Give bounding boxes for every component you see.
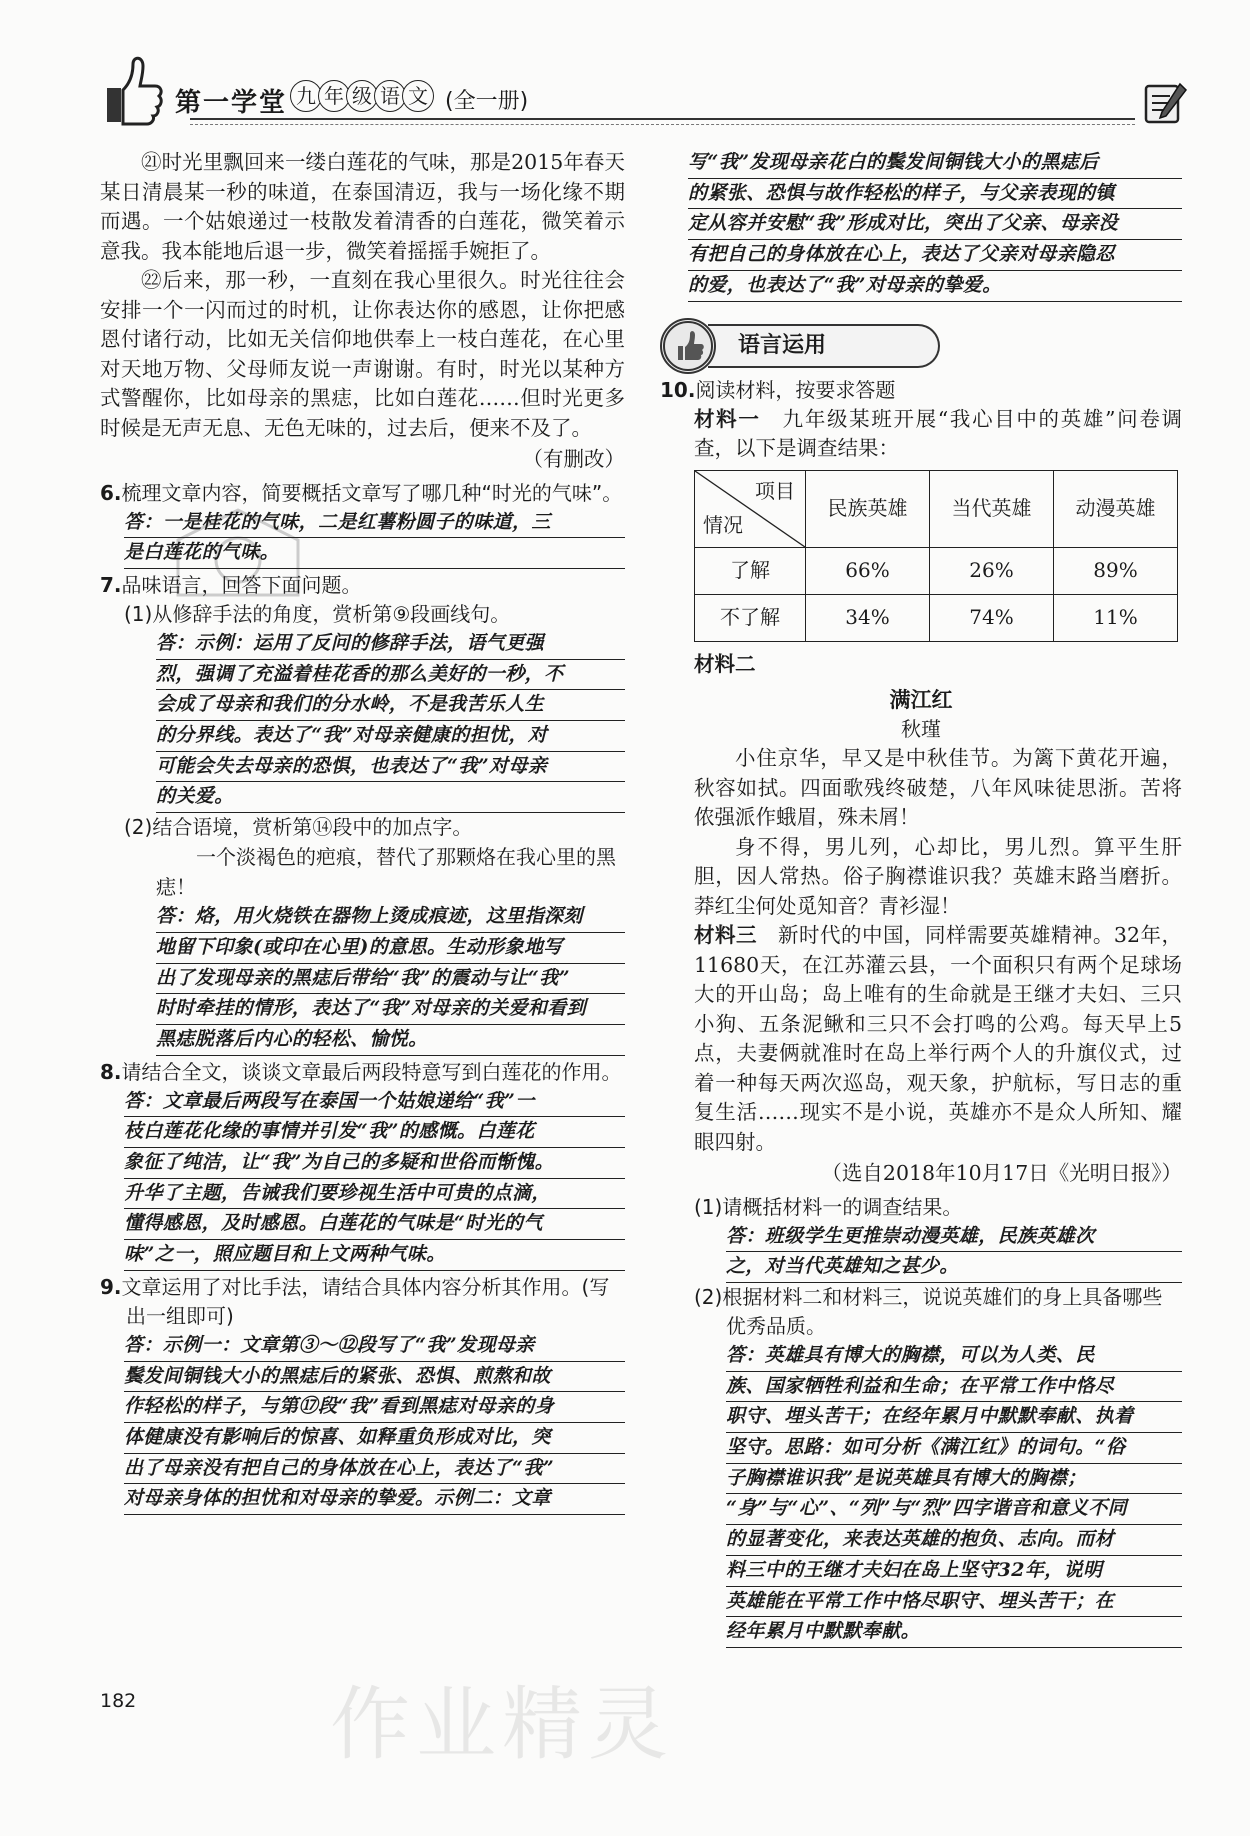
table-corner-cell — [695, 470, 806, 547]
answer-line: 时时牵挂的情形，表达了“我”对母亲的关爱和看到 — [156, 994, 625, 1025]
answer-line: 定从容并安慰“我”形成对比，突出了父亲、母亲没 — [688, 209, 1182, 240]
left-column — [100, 148, 625, 1515]
question-text: 梳理文章内容，简要概括文章写了哪几种“时光的气味”。 — [121, 480, 623, 505]
notebook-pencil-icon — [1140, 78, 1190, 128]
table-cell: 11% — [1054, 594, 1178, 641]
watermark: 作业精灵 — [330, 1678, 674, 1771]
answer-line: 的紧张、恐惧与故作轻松的样子，与父亲表现的镇 — [688, 179, 1182, 210]
table-cell: 89% — [1054, 547, 1178, 594]
header-dash-rule — [190, 124, 1135, 125]
answer-line: 地留下印象(或印在心里)的意思。生动形象地写 — [156, 933, 625, 964]
answer-line: “身”与“心”、“列”与“烈”四字谐音和意义不同 — [726, 1494, 1182, 1525]
answer-line: 料三中的王继才夫妇在岛上坚守32年，说明 — [726, 1556, 1182, 1587]
answer-line: 答：文章最后两段写在泰国一个姑娘递给“我”一 — [124, 1087, 625, 1118]
answer-line: 是白莲花的气味。 — [124, 538, 625, 569]
answer-7-1 — [156, 629, 625, 813]
question-text: 阅读材料，按要求答题 — [695, 377, 896, 402]
material-text: 新时代的中国，同样需要英雄精神。32年，11680天，在江苏灌云县，一个面积只有两个足球场大的开山岛；岛上唯有的生命就是王继才夫妇、三只小狗、五条泥鳅和三只不会打鸣的公鸡。每天早上5点，夫妻俩就准时在岛上举行两个人的升旗仪式，过着一种每天两次巡岛，观天象，护航标，写日志的重复生活……现实不是小说，英雄亦不是众人所知、耀眼四射。 — [694, 923, 1183, 1154]
brand-title: 第一学堂 — [175, 88, 288, 118]
section-header — [660, 318, 1182, 370]
question-number: 8. — [100, 1059, 122, 1084]
grade-char: 年 — [318, 80, 350, 112]
table-cell: 66% — [806, 547, 930, 594]
sub-question-7-1: (1)从修辞手法的角度，赏析第⑨段画线句。 — [124, 601, 511, 626]
column-header: 民族英雄 — [806, 470, 930, 547]
source-note: （有删改） — [522, 447, 625, 471]
question-number: 7. — [100, 572, 122, 597]
answer-10-2 — [726, 1341, 1182, 1648]
header-rule — [190, 118, 1135, 120]
sub-question-7-2: (2)结合语境，赏析第⑭段中的加点字。 — [124, 815, 473, 840]
answer-line: 坚守。思路：如可分析《满江红》的词句。“俗 — [726, 1433, 1182, 1464]
answer-line: 象征了纯洁，让“我”为自己的多疑和世俗而惭愧。 — [124, 1148, 625, 1179]
answer-line: 职守、埋头苦干；在经年累月中默默奉献、执着 — [726, 1402, 1182, 1433]
table-cell: 26% — [930, 547, 1054, 594]
answer-line: 写“我”发现母亲花白的鬓发间铜钱大小的黑痣后 — [688, 148, 1182, 179]
answer-line: 升华了主题，告诫我们要珍视生活中可贵的点滴， — [124, 1179, 625, 1210]
question-number: 10. — [660, 377, 696, 402]
question-text: 品味语言，回答下面问题。 — [121, 572, 362, 597]
answer-line: 懂得感恩，及时感恩。白莲花的气味是“时光的气 — [124, 1209, 625, 1240]
answer-line: 答：示例：运用了反问的修辞手法，语气更强 — [156, 629, 625, 660]
page-number: 182 — [100, 1690, 137, 1712]
answer-line: 英雄能在平常工作中恪尽职守、埋头苦干；在 — [726, 1587, 1182, 1618]
grade-char: 语 — [374, 80, 406, 112]
answer-line: 答：英雄具有博大的胸襟，可以为人类、民 — [726, 1341, 1182, 1372]
answer-9-continued — [688, 148, 1182, 302]
answer-line: 鬓发间铜钱大小的黑痣后的紧张、恐惧、煎熬和故 — [124, 1362, 625, 1393]
sub-question-10-1: (1)请概括材料一的调查结果。 — [694, 1194, 963, 1219]
edition-label: (全一册) — [445, 89, 529, 114]
material-3-source: （选自2018年10月17日《光明日报》） — [821, 1161, 1182, 1186]
answer-8 — [124, 1087, 625, 1271]
answer-line: 对母亲身体的担忧和对母亲的挚爱。示例二：文章 — [124, 1484, 625, 1515]
thumbs-up-icon — [95, 48, 165, 128]
question-text: 请结合全文，谈谈文章最后两段特意写到白莲花的作用。 — [121, 1059, 622, 1084]
answer-line: 的显著变化，来表达英雄的抱负、志向。而材 — [726, 1525, 1182, 1556]
answer-line: 答：示例一：文章第③～⑫段写了“我”发现母亲 — [124, 1331, 625, 1362]
question-7 — [100, 571, 625, 600]
table-row — [695, 547, 1178, 594]
answer-line: 答：烙，用火烧铁在器物上烫成痕迹，这里指深刻 — [156, 902, 625, 933]
answer-line: 子胸襟谁识我”是说英雄具有博大的胸襟； — [726, 1464, 1182, 1495]
answer-line: 枝白莲花化缘的事情并引发“我”的感慨。白莲花 — [124, 1117, 625, 1148]
answer-line: 族、国家牺牲利益和生命；在平常工作中恪尽 — [726, 1372, 1182, 1403]
right-column — [660, 148, 1182, 1648]
row-label: 不了解 — [695, 594, 806, 641]
question-number: 9. — [100, 1274, 122, 1299]
column-header: 当代英雄 — [930, 470, 1054, 547]
answer-line: 体健康没有影响后的惊喜、如释重负形成对比，突 — [124, 1423, 625, 1454]
material-2-label: 材料二 — [694, 651, 756, 676]
answer-10-1 — [726, 1222, 1182, 1283]
material-label: 材料一 — [694, 406, 761, 431]
paragraph-22: ㉒后来，那一秒，一直刻在我心里很久。时光往往会安排一个一闪而过的时机，让你表达你的感恩，让你把感恩付诸行动，比如无关信仰地供奉上一枝白莲花，在心里对天地万物、父母师友说一声谢谢。有时，时光以某种方式警醒你，比如母亲的黑痣，比如白莲花……但时光更多时候是无声无息、无色无味的，过去后，便来不及了。 — [100, 268, 625, 440]
grade-char: 九 — [290, 80, 322, 112]
answer-line: 答：班级学生更推崇动漫英雄，民族英雄次 — [726, 1222, 1182, 1253]
row-label: 了解 — [695, 547, 806, 594]
answer-line: 味”之一，照应题目和上文两种气味。 — [124, 1240, 625, 1271]
grade-subject — [290, 80, 430, 112]
material-3 — [694, 921, 1182, 1157]
material-label: 材料三 — [694, 923, 757, 948]
question-number: 6. — [100, 480, 122, 505]
sub-question-10-2: (2)根据材料二和材料三，说说英雄们的身上具备哪些优秀品质。 — [694, 1284, 1163, 1338]
poem-author: 秋瑾 — [901, 716, 941, 741]
answer-line: 作轻松的样子，与第⑰段“我”看到黑痣对母亲的身 — [124, 1392, 625, 1423]
answer-line: 出了发现母亲的黑痣后带给“我”的震动与让“我” — [156, 964, 625, 995]
table-header-row — [695, 470, 1178, 547]
question-8 — [100, 1058, 625, 1087]
answer-6 — [124, 508, 625, 569]
material-1 — [694, 405, 1182, 464]
poem-stanza-1: 小住京华，早又是中秋佳节。为篱下黄花开遍，秋容如拭。四面歌残终破楚，八年风味徒思浙。苦将侬强派作蛾眉，殊未屑！ — [694, 746, 1182, 830]
question-6 — [100, 479, 625, 508]
thumbs-up-icon — [660, 318, 716, 374]
question-10 — [660, 376, 1182, 405]
section-title: 语言运用 — [708, 324, 940, 368]
table-row — [695, 594, 1178, 641]
question-text: 文章运用了对比手法，请结合具体内容分析其作用。(写出一组即可) — [121, 1274, 610, 1328]
page-header — [85, 40, 1190, 140]
answer-line: 烈，强调了充溢着桂花香的那么美好的一秒，不 — [156, 660, 625, 691]
poem-title: 满江红 — [889, 687, 953, 713]
answer-line: 出了母亲没有把自己的身体放在心上，表达了“我” — [124, 1454, 625, 1485]
corner-top-label: 项目 — [755, 478, 795, 503]
table-cell: 74% — [930, 594, 1054, 641]
grade-char: 文 — [402, 80, 434, 112]
table-cell: 34% — [806, 594, 930, 641]
answer-line: 有把自己的身体放在心上，表达了父亲对母亲隐忍 — [688, 240, 1182, 271]
answer-line: 答：一是桂花的气味，二是红薯粉圆子的味道，三 — [124, 508, 625, 539]
answer-line: 的爱，也表达了“我”对母亲的挚爱。 — [688, 271, 1182, 302]
corner-bottom-label: 情况 — [703, 513, 743, 538]
answer-line: 之，对当代英雄知之甚少。 — [726, 1252, 1182, 1283]
survey-table — [694, 470, 1178, 642]
answer-line: 的关爱。 — [156, 782, 625, 813]
paragraph-21: ㉑时光里飘回来一缕白莲花的气味，那是2015年春天某日清晨某一秒的味道，在泰国清迈，我与一场化缘不期而遇。一个姑娘递过一枝散发着清香的白莲花，微笑着示意我。我本能地后退一步，微笑着摇摇手婉拒了。 — [100, 150, 625, 263]
column-header: 动漫英雄 — [1054, 470, 1178, 547]
answer-line: 可能会失去母亲的恐惧，也表达了“我”对母亲 — [156, 752, 625, 783]
poem-stanza-2: 身不得，男儿列，心却比，男儿烈。算平生肝胆，因人常热。俗子胸襟谁识我？英雄末路当磨折。莽红尘何处觅知音？青衫湿！ — [694, 834, 1182, 918]
quoted-sentence: 一个淡褐色的疤痕，替代了那颗烙在我心里的黑痣！ — [156, 845, 616, 900]
answer-line: 会成了母亲和我们的分水岭，不是我苦乐人生 — [156, 690, 625, 721]
material-text: 九年级某班开展“我心目中的英雄”问卷调查，以下是调查结果： — [694, 406, 1183, 461]
answer-line: 黑痣脱落后内心的轻松、愉悦。 — [156, 1025, 625, 1056]
answer-line: 经年累月中默默奉献。 — [726, 1617, 1182, 1648]
answer-line: 的分界线。表达了“我”对母亲健康的担忧，对 — [156, 721, 625, 752]
grade-char: 级 — [346, 80, 378, 112]
answer-9 — [124, 1331, 625, 1515]
answer-7-2 — [156, 902, 625, 1056]
question-9 — [100, 1273, 625, 1331]
